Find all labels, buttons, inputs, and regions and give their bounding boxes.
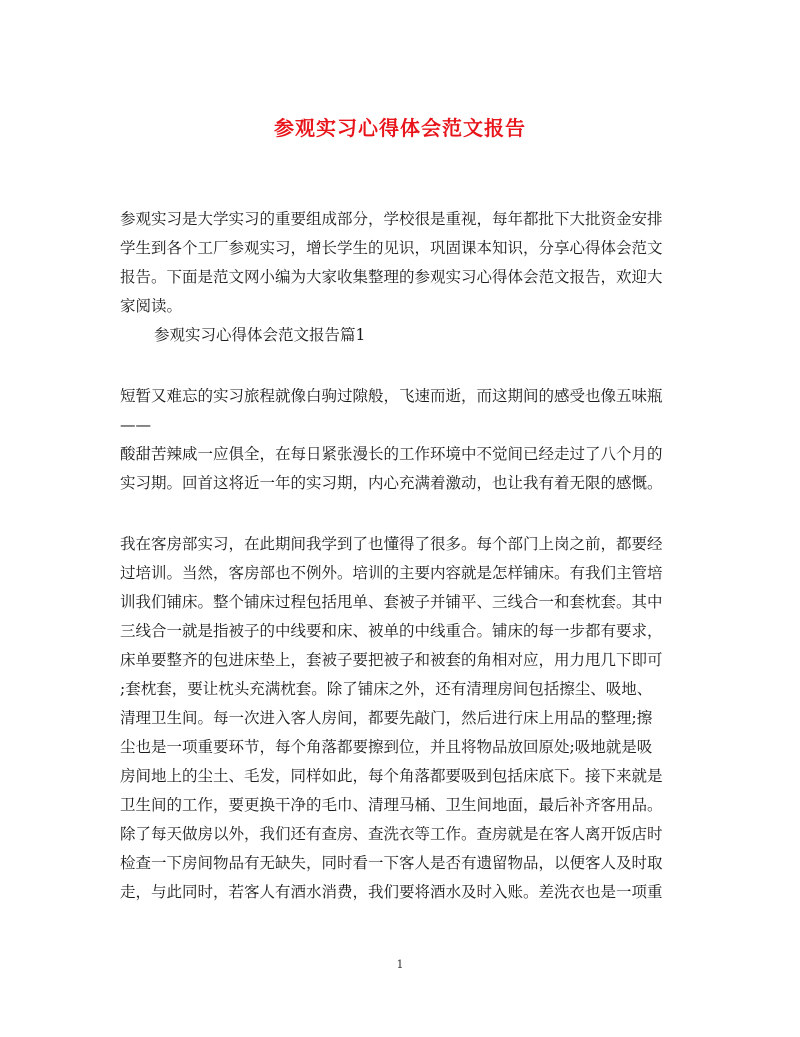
text-line: 房间地上的尘土、毛发，同样如此，每个角落都要吸到包括床底下。接下来就是 (120, 767, 663, 785)
paragraph-2 (120, 530, 680, 907)
text-line: 三线合一就是指被子的中线要和床、被单的中线重合。铺床的每一步都有要求， (120, 622, 663, 640)
text-line: 学生到各个工厂参观实习，增长学生的见识，巩固课本知识，分享心得体会范文 (120, 239, 663, 257)
document-body (120, 205, 680, 907)
text-line: 参观实习是大学实习的重要组成部分，学校很是重视，每年都批下大批资金安排 (120, 210, 663, 228)
text-line: 走，与此同时，若客人有酒水消费，我们要将酒水及时入账。差洗衣也是一项重 (120, 883, 663, 901)
text-line: 酸甜苦辣咸一应俱全，在每日紧张漫长的工作环境中不觉间已经走过了八个月的 (120, 445, 663, 463)
text-line: 卫生间的工作，要更换干净的毛巾、清理马桶、卫生间地面，最后补齐客用品。 (120, 796, 663, 814)
document-title: 参观实习心得体会范文报告 (274, 116, 526, 140)
text-line: ;套枕套，要让枕头充满枕套。除了铺床之外，还有清理房间包括擦尘、吸地、 (120, 680, 653, 698)
intro-paragraph (120, 205, 680, 321)
text-line: 报告。下面是范文网小编为大家收集整理的参观实习心得体会范文报告，欢迎大 (120, 268, 663, 286)
text-line: 短暂又难忘的实习旅程就像白驹过隙般，飞速而逝，而这期间的感受也像五味瓶 (120, 387, 663, 405)
section-heading: 参观实习心得体会范文报告篇1 (154, 326, 366, 344)
text-line: —— (120, 416, 151, 434)
text-line: 清理卫生间。每一次进入客人房间，都要先敲门，然后进行床上用品的整理;擦 (120, 709, 653, 727)
text-line: 检查一下房间物品有无缺失，同时看一下客人是否有遗留物品，以便客人及时取 (120, 854, 663, 872)
spacer (120, 350, 680, 382)
paragraph-1 (120, 382, 680, 498)
text-line: 我在客房部实习，在此期间我学到了也懂得了很多。每个部门上岗之前，都要经 (120, 535, 663, 553)
text-line: 床单要整齐的包进床垫上，套被子要把被子和被套的角相对应，用力甩几下即可 (120, 651, 663, 669)
text-line: 训我们铺床。整个铺床过程包括甩单、套被子并铺平、三线合一和套枕套。其中 (120, 593, 663, 611)
section-heading-block (120, 321, 680, 350)
spacer (120, 498, 680, 530)
text-line: 家阅读。 (120, 297, 183, 315)
text-line: 尘也是一项重要环节，每个角落都要擦到位，并且将物品放回原处;吸地就是吸 (120, 738, 653, 756)
text-line: 除了每天做房以外，我们还有查房、查洗衣等工作。查房就是在客人离开饭店时 (120, 825, 663, 843)
text-line: 实习期。回首这将近一年的实习期，内心充满着激动，也让我有着无限的感慨。 (120, 474, 663, 492)
page-number: 1 (396, 958, 404, 971)
text-line: 过培训。当然，客房部也不例外。培训的主要内容就是怎样铺床。有我们主管培 (120, 564, 663, 582)
